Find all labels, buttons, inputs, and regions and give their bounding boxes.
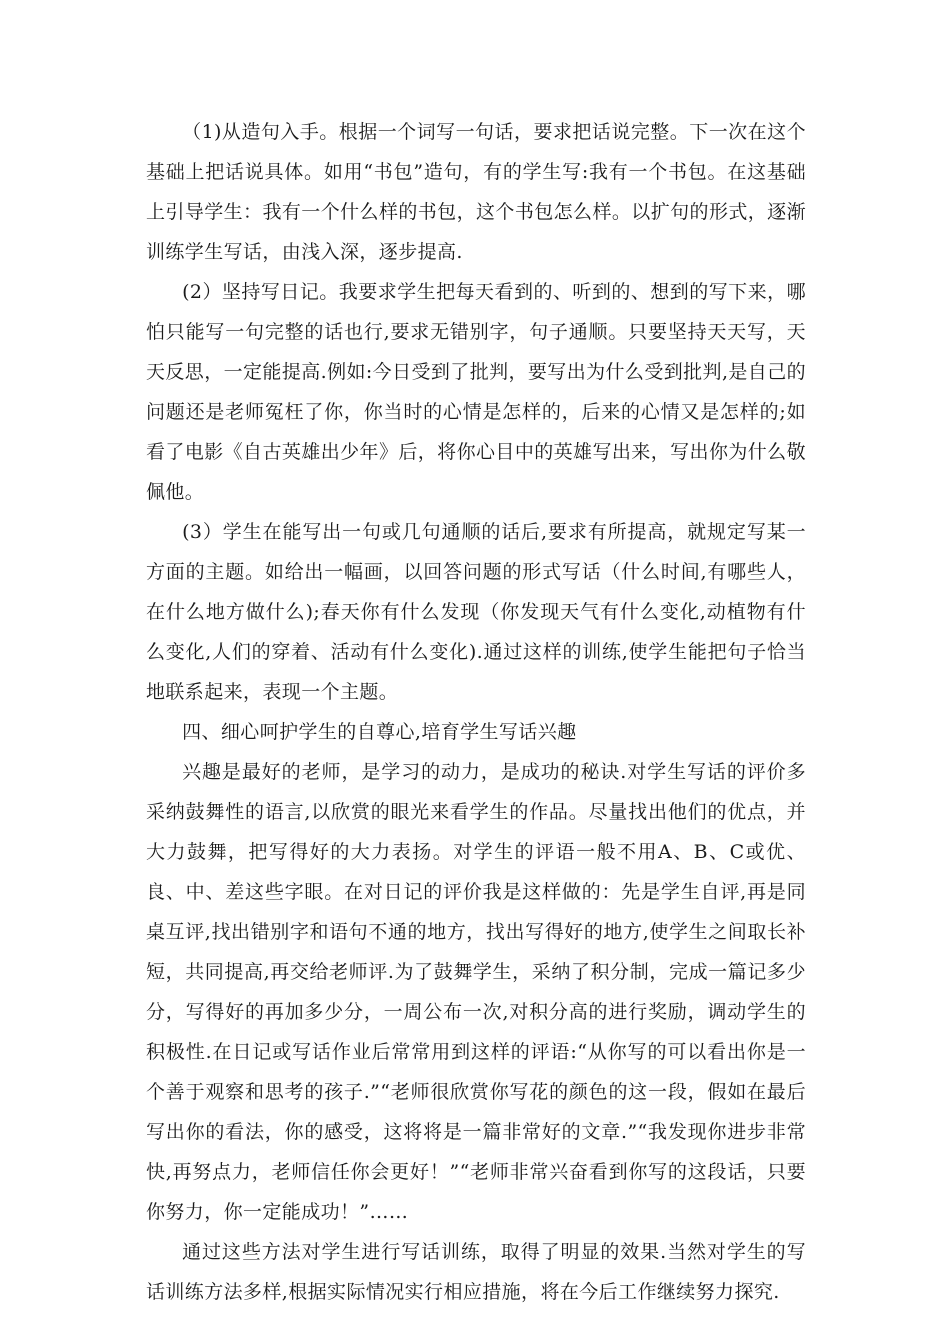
section-heading: 四、细心呵护学生的自尊心,培育学生写话兴趣 (182, 721, 577, 743)
paragraph-5: 通过这些方法对学生进行写话训练，取得了明显的效果.当然对学生的写话训练方法多样,根据实际情况实行相应措施，将在今后工作继续努力探究. (146, 1241, 806, 1303)
document-page (146, 112, 806, 1312)
paragraph-3: (3）学生在能写出一句或几句通顺的话后,要求有所提高，就规定写某一方面的主题。如给出一幅画，以回答问题的形式写话（什么时间,有哪些人，在什么地方做什么);春天你有什么发现（你发现天气有什么变化,动植物有什么变化,人们的穿着、活动有什么变化).通过这样的训练,使学生能把句子恰当地联系起来，表现一个主题。 (146, 521, 806, 703)
paragraph-1: （1)从造句入手。根据一个词写一句话，要求把话说完整。下一次在这个基础上把话说具体。如用“书包”造句，有的学生写:我有一个书包。在这基础上引导学生：我有一个什么样的书包，这个书包怎么样。以扩句的形式，逐渐训练学生写话，由浅入深，逐步提高. (146, 121, 806, 263)
paragraph-2: (2）坚持写日记。我要求学生把每天看到的、听到的、想到的写下来，哪怕只能写一句完整的话也行,要求无错别字，句子通顺。只要坚持天天写，天天反思，一定能提高.例如:今日受到了批判，要写出为什么受到批判,是自己的问题还是老师冤枉了你，你当时的心情是怎样的，后来的心情又是怎样的;如看了电影《自古英雄出少年》后，将你心目中的英雄写出来，写出你为什么敬佩他。 (146, 281, 806, 503)
paragraph-4: 兴趣是最好的老师，是学习的动力，是成功的秘诀.对学生写话的评价多采纳鼓舞性的语言,以欣赏的眼光来看学生的作品。尽量找出他们的优点，并大力鼓舞，把写得好的大力表扬。对学生的评语一般不用A、B、C或优、良、中、差这些字眼。在对日记的评价我是这样做的：先是学生自评,再是同桌互评,找出错别字和语句不通的地方，找出写得好的地方,使学生之间取长补短，共同提高,再交给老师评.为了鼓舞学生，采纳了积分制，完成一篇记多少分，写得好的再加多少分，一周公布一次,对积分高的进行奖励，调动学生的积极性.在日记或写话作业后常常用到这样的评语:“从你写的可以看出你是一个善于观察和思考的孩子.”“老师很欣赏你写花的颜色的这一段，假如在最后写出你的看法，你的感受，这将将是一篇非常好的文章.”“我发现你进步非常快,再努点力，老师信任你会更好！”“老师非常兴奋看到你写的这段话，只要你努力，你一定能成功！”…… (146, 761, 806, 1223)
